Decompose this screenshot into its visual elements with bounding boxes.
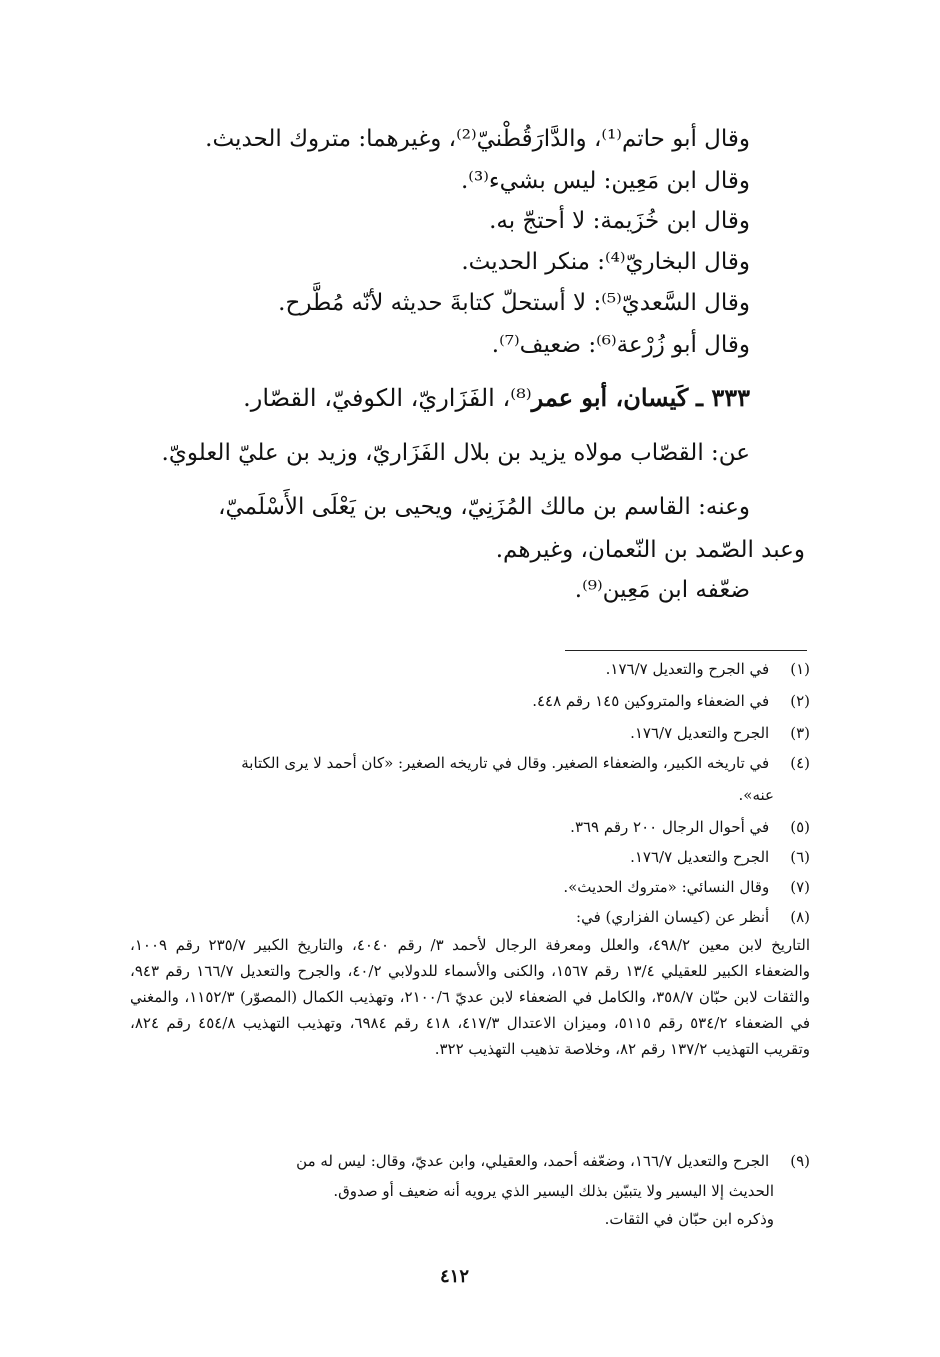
- footnote-text: الجرح والتعديل ١٦٦/٧، وضعّفه أحمد، والعقيلي، وابن عديّ، وقال: ليس له من: [296, 1152, 770, 1170]
- footnote-number: (٩): [790, 1152, 810, 1170]
- footnote-number: (٣): [790, 724, 810, 742]
- text-line-abu-zurah: وقال أبو زُرْعة⁽⁶⁾: ضعيف⁽⁷⁾.: [491, 332, 750, 358]
- footnote-9-cont-1: الحديث إلا اليسير ولا يتبيّن بذلك اليسير الذي يرويه أنه ضعيف أو صدوق.: [333, 1182, 774, 1200]
- text-line-ibn-khuzaymah: وقال ابن خُزَيمة: لا أحتجّ به.: [489, 208, 750, 234]
- footnote-number: (٨): [790, 908, 810, 926]
- entry-nisba: ، الفَزَاريّ، الكوفيّ، القصّار.: [243, 384, 511, 412]
- text-line-narrated-by: وعنه: القاسم بن مالك المُزَنِيّ، ويحيى بن يَعْلَى الأَسْلَميّ،: [218, 494, 750, 520]
- entry-number: ٣٣٣ ـ: [695, 383, 750, 412]
- footnote-text: في تاريخه الكبير، والضعفاء الصغير. وقال في تاريخه الصغير: «كان أحمد لا يرى الكتابة: [241, 754, 770, 772]
- footnote-4: [241, 750, 810, 776]
- text-line-abu-hatim: وقال أبو حاتم⁽¹⁾، والدَّارَقُطْنيّ⁽²⁾، وغيرهما: متروك الحديث.: [205, 126, 750, 152]
- footnote-4-cont: عنه».: [738, 786, 774, 804]
- entry-name: كَيسان، أبو عمر: [531, 383, 689, 412]
- footnote-number: (٧): [790, 878, 810, 896]
- footnote-number: (١): [790, 660, 810, 678]
- footnote-text: الجرح والتعديل ١٧٦/٧.: [630, 724, 770, 742]
- footnote-3: [630, 720, 810, 746]
- footnote-text: أنظر عن (كيسان الفزاري) في:: [576, 908, 770, 926]
- footnote-6: [630, 844, 810, 870]
- text-line-narrated-from: عن: القصّاب مولاه يزيد بن بلال الفَزَاريّ، وزيد بن عليّ العلويّ.: [161, 440, 750, 466]
- text-line-saadi: وقال السَّعديّ⁽⁵⁾: لا أستحلّ كتابةَ حديثه لأنّه مُطَّرح.: [278, 290, 750, 316]
- footnote-number: (٢): [790, 692, 810, 710]
- footnote-number: (٥): [790, 818, 810, 836]
- footnote-text: في أحوال الرجال ٢٠٠ رقم ٣٦٩.: [570, 818, 770, 836]
- footnote-9-cont-2: وذكره ابن حبّان في الثقات.: [604, 1210, 774, 1228]
- footnote-1: [606, 656, 810, 682]
- footnote-number: (٤): [790, 754, 810, 772]
- page-number: ٤١٢: [440, 1266, 470, 1287]
- footnote-text: في الضعفاء والمتروكين ١٤٥ رقم ٤٤٨.: [532, 692, 770, 710]
- text-line-weakened: ضعّفه ابن مَعِين⁽⁹⁾.: [574, 577, 750, 603]
- footnote-2: [532, 688, 810, 714]
- entry-note-ref: ⁽⁸⁾: [510, 384, 532, 412]
- footnote-text: الجرح والتعديل ١٧٦/٧.: [630, 848, 770, 866]
- footnote-8: [576, 904, 810, 930]
- footnote-7: [563, 874, 810, 900]
- footnote-text: في الجرح والتعديل ١٧٦/٧.: [605, 660, 770, 678]
- footnote-5: [570, 814, 810, 840]
- text-line-bukhari: وقال البخاريّ⁽⁴⁾: منكر الحديث.: [461, 249, 750, 275]
- footnote-number: (٦): [790, 848, 810, 866]
- footnote-separator: [565, 650, 807, 651]
- text-line-ibn-main: وقال ابن مَعِين: ليس بشيء⁽³⁾.: [460, 168, 750, 194]
- entry-heading: [243, 378, 750, 418]
- footnote-9: [296, 1148, 810, 1174]
- text-line-narrated-by-cont: وعبد الصّمد بن النّعمان، وغيرهم.: [495, 537, 805, 563]
- footnote-8-sources: التاريخ لابن معين ٤٩٨/٢، والعلل ومعرفة الرجال لأحمد ٣/ رقم ٤٠٤٠، والتاريخ الكبير ٢٣٥/٧ رقم ١٠٠٩، والضعفاء الكبير للعقيلي ١٣/٤ رقم ١٥٦٧، والكنى والأسماء للدولابي ٤٠/٢، والجرح والتعديل ١٦٦/٧ رقم ٩٤٣، والثقات لابن حبّان ٣٥٨/٧، والكامل في الضعفاء لابن عديّ ٢١٠٠/٦، وتهذيب الكمال (المصوّر) ١١٥٢/٣، والمغني في الضعفاء ٥٣٤/٢ رقم ٥١١٥، وميزان الاعتدال ٤١٧/٣، ٤١٨ رقم ٦٩٨٤، وتهذيب التهذيب ٤٥٤/٨ رقم ٨٢٤، وتقريب التهذيب ١٣٧/٢ رقم ٨٢، وخلاصة تذهيب التهذيب ٣٢٢.: [130, 936, 811, 1058]
- footnote-text: وقال النسائي: «متروك الحديث».: [563, 878, 770, 896]
